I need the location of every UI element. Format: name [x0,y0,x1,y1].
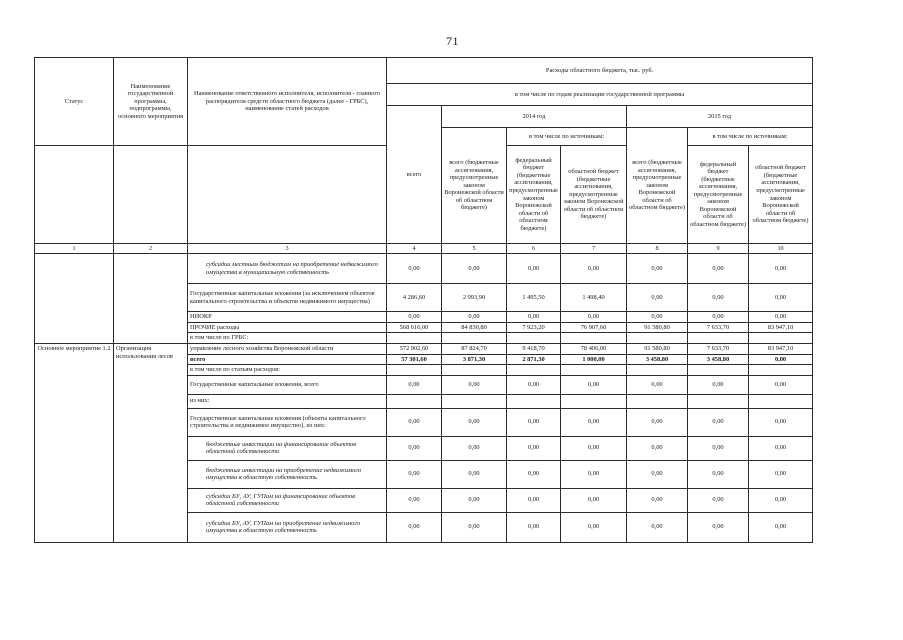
column-number: 2 [114,244,188,254]
budget-table [34,57,813,543]
table-row [35,343,813,354]
column-number: 5 [442,244,507,254]
table-row [35,254,813,284]
value-cell: 0,00 [507,460,561,488]
value-cell: 2 871,30 [507,354,561,365]
header-2014-regional: областной бюджет (бюджетные ассигнования, предусмотренные законом Воронежской области об областном бюджете) [561,146,627,244]
header-program-name: Наименование государственной программы, подпрограммы, основного мероприятия [114,58,188,146]
value-cell: 7 633,70 [688,322,749,333]
table-row [35,322,813,333]
header-status-cont [35,146,114,244]
value-cell [387,394,442,408]
value-cell: 0,00 [749,354,813,365]
value-cell: 0,00 [507,312,561,323]
value-cell [749,333,813,344]
row-label: в том числе по статьям расходов: [188,365,387,376]
value-cell: 0,00 [749,436,813,460]
value-cell [561,333,627,344]
value-cell: 0,00 [442,375,507,394]
header-2015-total-budget: всего (бюджетные ассигнования, предусмотренные законом Воронежской области об областном бюджете) [627,128,688,244]
status-cell [35,322,114,333]
column-number: 4 [387,244,442,254]
value-cell: 0,00 [442,436,507,460]
value-cell: 76 907,60 [561,322,627,333]
table-row [35,312,813,323]
value-cell [387,333,442,344]
value-cell [688,365,749,376]
page-number: 71 [446,34,459,48]
value-cell [627,365,688,376]
row-label: Государственные капитальные вложения (за исключением объектов капитального строительства и объектов недвижимого имущества) [188,284,387,312]
value-cell: 0,00 [627,254,688,284]
value-cell: 9 418,70 [507,343,561,354]
value-cell [688,394,749,408]
value-cell: 572 902,60 [387,343,442,354]
value-cell: 1 498,40 [561,284,627,312]
value-cell: 0,00 [442,254,507,284]
value-cell: 0,00 [442,460,507,488]
value-cell: 0,00 [627,375,688,394]
value-cell: 0,00 [387,460,442,488]
row-label: в том числе по ГРБС: [188,333,387,344]
value-cell: 0,00 [749,408,813,436]
status-cell [35,254,114,284]
value-cell: 2 993,90 [442,284,507,312]
value-cell: 568 616,00 [387,322,442,333]
value-cell: 0,00 [442,408,507,436]
value-cell: 0,00 [627,488,688,512]
value-cell: 0,00 [688,312,749,323]
value-cell: 84 830,80 [442,322,507,333]
value-cell: 57 301,60 [387,354,442,365]
value-cell: 0,00 [507,375,561,394]
column-number: 7 [561,244,627,254]
value-cell [442,394,507,408]
value-cell: 0,00 [561,254,627,284]
header-2015-by-sources: в том числе по источникам: [688,128,813,146]
value-cell [561,365,627,376]
value-cell: 0,00 [688,460,749,488]
status-cell [35,284,114,312]
value-cell: 3 458,80 [688,354,749,365]
value-cell: 0,00 [749,284,813,312]
value-cell: 0,00 [749,312,813,323]
header-2014-federal: федеральный бюджет (бюджетные ассигнования, предусмотренные законом Воронежской области об областном бюджете) [507,146,561,244]
value-cell: 0,00 [688,254,749,284]
column-number: 6 [507,244,561,254]
header-2015-regional: областной бюджет (бюджетные ассигнования, предусмотренные законом Воронежской области об областном бюджете) [749,146,813,244]
value-cell: 0,00 [507,436,561,460]
value-cell: 0,00 [561,460,627,488]
value-cell: 3 458,80 [627,354,688,365]
table-body [35,254,813,542]
row-label: ПРОЧИЕ расходы [188,322,387,333]
value-cell: 0,00 [749,375,813,394]
program-cell [114,284,188,312]
value-cell: 7 633,70 [688,343,749,354]
value-cell: 0,00 [627,312,688,323]
value-cell: 0,00 [507,408,561,436]
value-cell: 0,00 [507,512,561,542]
value-cell: 1 495,50 [507,284,561,312]
value-cell: 0,00 [387,375,442,394]
header-status: Статус [35,58,114,146]
value-cell: 0,00 [561,512,627,542]
row-label: Государственные капитальные вложения, всего [188,375,387,394]
value-cell [561,394,627,408]
value-cell: 4 286,60 [387,284,442,312]
value-cell: 0,00 [688,512,749,542]
value-cell: 0,00 [561,436,627,460]
value-cell: 0,00 [561,488,627,512]
value-cell: 0,00 [627,436,688,460]
value-cell: 91 580,80 [627,343,688,354]
row-label: из них: [188,394,387,408]
value-cell [507,394,561,408]
value-cell [627,394,688,408]
value-cell: 0,00 [688,488,749,512]
value-cell [627,333,688,344]
value-cell: 83 947,10 [749,322,813,333]
header-program-cont [114,146,188,244]
value-cell [442,365,507,376]
value-cell [507,333,561,344]
value-cell: 7 923,20 [507,322,561,333]
header-2014-by-sources: в том числе по источникам: [507,128,627,146]
value-cell [507,365,561,376]
value-cell: 0,00 [561,312,627,323]
value-cell: 0,00 [688,436,749,460]
row-label: Государственные капитальные вложения (объекты капитального строительства и недвижимое имущество), из них: [188,408,387,436]
value-cell: 0,00 [561,408,627,436]
value-cell: 0,00 [749,488,813,512]
value-cell [442,333,507,344]
column-number: 3 [188,244,387,254]
value-cell: 87 824,70 [442,343,507,354]
value-cell: 0,00 [442,312,507,323]
value-cell: 0,00 [627,284,688,312]
value-cell: 0,00 [442,512,507,542]
header-executor-name: Наименование ответственного исполнителя, исполнителя - главного распорядителя средств областного бюджета (далее - ГРБС), наименование статей расходов [188,58,387,146]
group-status: Основное мероприятие 1.2 [35,343,114,542]
header-2014-total-budget: всего (бюджетные ассигнования, предусмотренные законом Воронежской области об областном бюджете) [442,128,507,244]
value-cell [749,394,813,408]
value-cell: 0,00 [749,512,813,542]
value-cell: 0,00 [387,254,442,284]
header-by-years: в том числе по годам реализации государственной программы [387,84,813,106]
value-cell: 0,00 [387,436,442,460]
value-cell [749,365,813,376]
program-cell [114,322,188,333]
value-cell: 91 580,80 [627,322,688,333]
value-cell: 0,00 [387,408,442,436]
header-executor-cont [188,146,387,244]
budget-table-sheet [34,57,812,575]
program-cell [114,333,188,344]
value-cell: 0,00 [627,512,688,542]
column-number: 1 [35,244,114,254]
value-cell: 0,00 [688,375,749,394]
header-total: всего [387,106,442,244]
value-cell: 0,00 [507,488,561,512]
header-year-2014: 2014 год [442,106,627,128]
row-label: НИОКР [188,312,387,323]
row-label: управление лесного хозяйства Воронежской области [188,343,387,354]
value-cell: 0,00 [627,460,688,488]
value-cell: 0,00 [442,488,507,512]
value-cell: 0,00 [561,375,627,394]
value-cell: 83 947,10 [749,343,813,354]
value-cell: 0,00 [387,512,442,542]
value-cell: 0,00 [688,284,749,312]
table-row [35,333,813,344]
value-cell: 0,00 [387,488,442,512]
column-number-row [35,244,813,254]
value-cell: 0,00 [749,254,813,284]
table-row [35,284,813,312]
row-label: бюджетные инвестиции на приобретение недвижимого имущества в областную собственность [188,460,387,488]
value-cell: 0,00 [627,408,688,436]
value-cell: 78 406,00 [561,343,627,354]
program-cell [114,254,188,284]
row-label: субсидии БУ, АУ, ГУПам на финансирование объектов областной собственности [188,488,387,512]
header-2015-federal: федеральный бюджет (бюджетные ассигнования, предусмотренные законом Воронежской области об областном бюджете) [688,146,749,244]
row-label: бюджетные инвестиции на финансирование объектов областной собственности [188,436,387,460]
program-cell [114,312,188,323]
status-cell [35,312,114,323]
row-label: субсидии БУ, АУ, ГУПам на приобретение недвижимого имущества в областную собственность [188,512,387,542]
value-cell: 0,00 [507,254,561,284]
value-cell [387,365,442,376]
row-label: всего [188,354,387,365]
status-cell [35,333,114,344]
column-number: 8 [627,244,688,254]
value-cell: 0,00 [688,408,749,436]
column-number: 9 [688,244,749,254]
value-cell: 0,00 [749,460,813,488]
header-year-2015: 2015 год [627,106,813,128]
value-cell: 1 000,00 [561,354,627,365]
value-cell: 0,00 [387,312,442,323]
group-name: Организация использования лесов [114,343,188,542]
value-cell [688,333,749,344]
row-label: субсидии местным бюджетам на приобретение недвижимого имущества в муниципальную собственность [188,254,387,284]
header-expenses-title: Расходы областного бюджета, тыс. руб. [387,58,813,84]
column-number: 10 [749,244,813,254]
value-cell: 3 871,30 [442,354,507,365]
